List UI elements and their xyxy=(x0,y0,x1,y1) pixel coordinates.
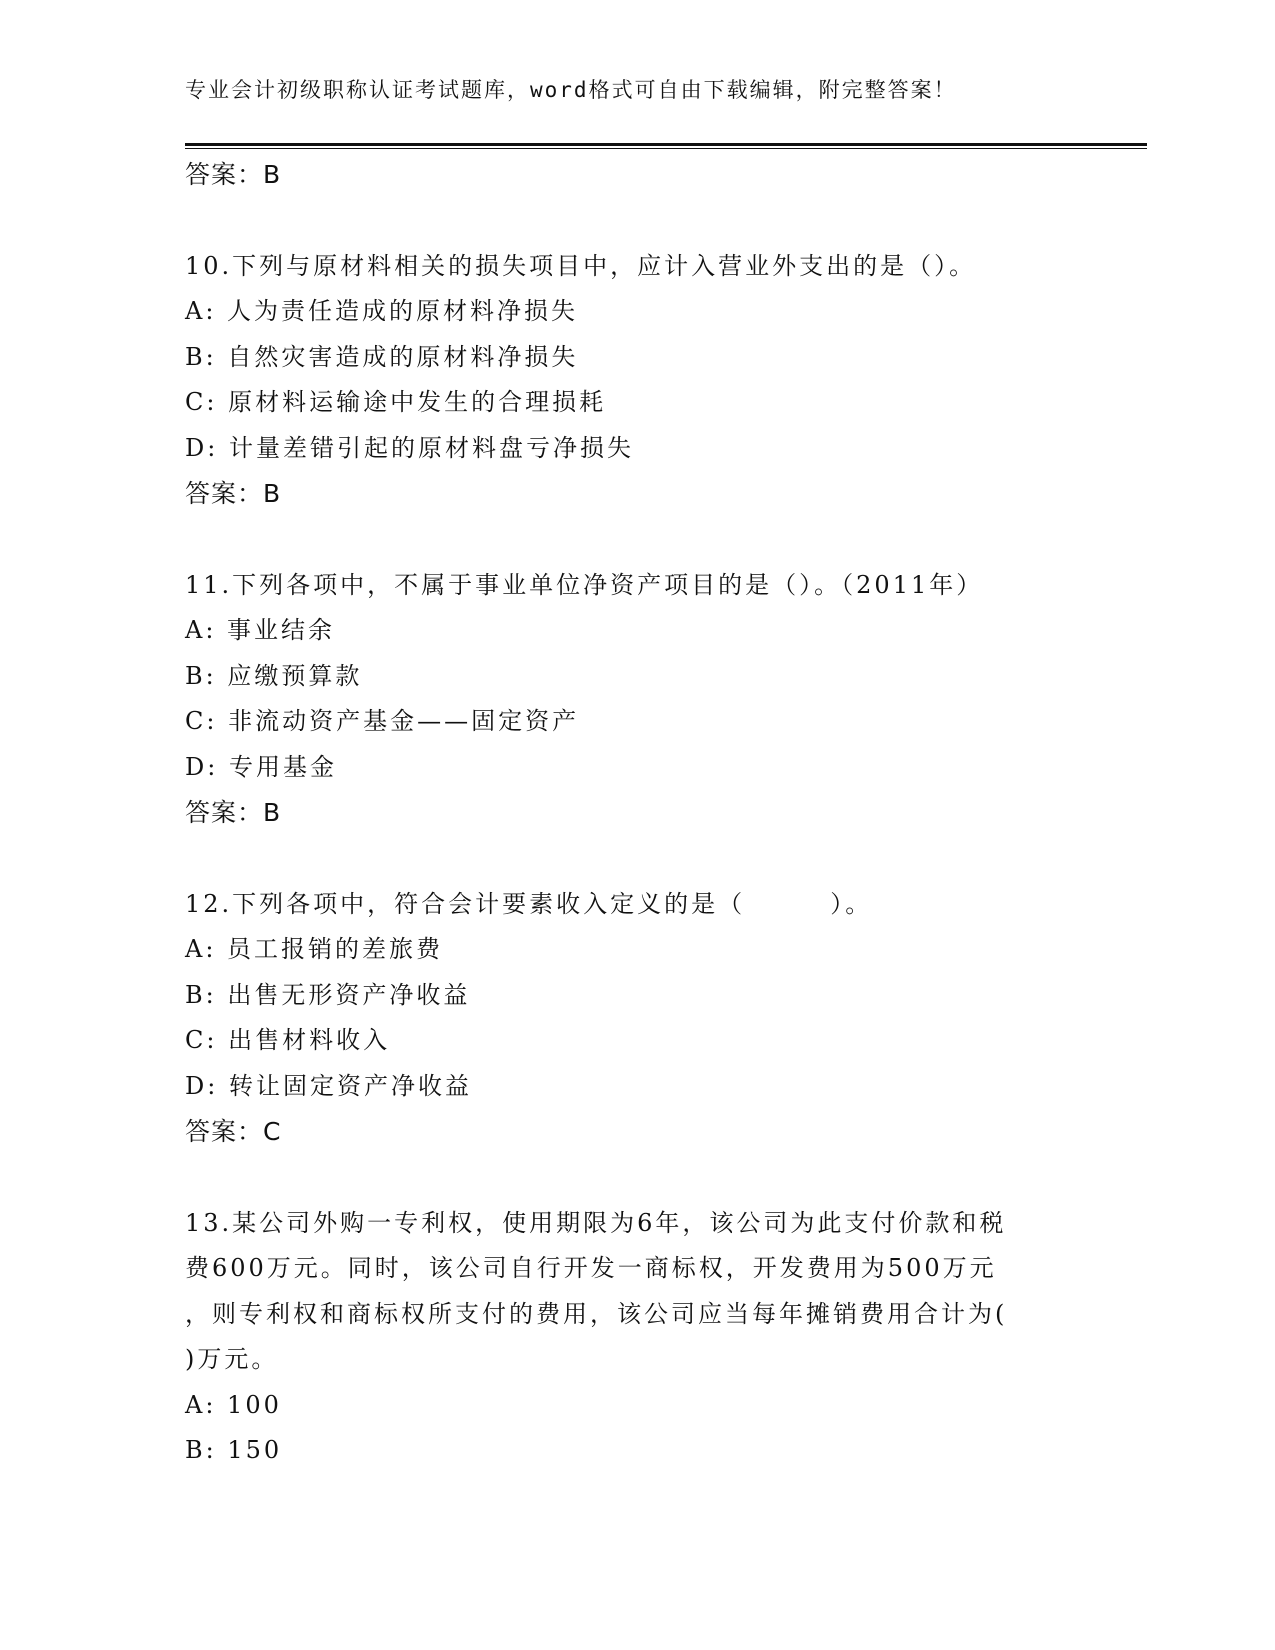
option-d: D: 专用基金 xyxy=(185,752,337,781)
option-b: B: 150 xyxy=(185,1436,283,1464)
question-stem-line: 费600万元。同时，该公司自行开发一商标权，开发费用为500万元 xyxy=(185,1254,997,1282)
option-c: C: 出售材料收入 xyxy=(185,1026,391,1054)
question-13 xyxy=(185,1201,1085,1474)
spacer xyxy=(185,836,1085,882)
question-stem: 10.下列与原材料相关的损失项目中，应计入营业外支出的是（）。 xyxy=(185,251,977,280)
option-a: A: 事业结余 xyxy=(185,616,336,644)
question-12 xyxy=(185,882,1085,1155)
question-stem: 11.下列各项中，不属于事业单位净资产项目的是（）。（2011年） xyxy=(185,570,984,599)
question-stem: 12.下列各项中，符合会计要素收入定义的是（ ）。 xyxy=(185,889,873,918)
question-stem-line: )万元。 xyxy=(185,1345,279,1373)
question-11 xyxy=(185,563,1085,836)
option-b: B: 自然灾害造成的原材料净损失 xyxy=(185,342,579,371)
answer-line: 答案：B xyxy=(185,479,282,508)
answer-line: 答案：B xyxy=(185,798,282,827)
option-a: A: 人为责任造成的原材料净损失 xyxy=(185,297,579,325)
spacer xyxy=(185,517,1085,563)
option-d: D: 转让固定资产净收益 xyxy=(185,1071,472,1100)
option-b: B: 应缴预算款 xyxy=(185,661,363,690)
spacer xyxy=(185,1155,1085,1201)
question-stem-line: 13.某公司外购一专利权，使用期限为6年，该公司为此支付价款和税 xyxy=(185,1208,1007,1237)
option-b: B: 出售无形资产净收益 xyxy=(185,980,471,1009)
question-stem-line: ，则专利权和商标权所支付的费用，该公司应当每年摊销费用合计为( xyxy=(185,1299,1008,1328)
spacer xyxy=(185,198,1085,244)
answer-line: 答案：B xyxy=(185,160,282,189)
option-d: D: 计量差错引起的原材料盘亏净损失 xyxy=(185,433,634,462)
question-list xyxy=(185,152,1085,1474)
option-a: A: 100 xyxy=(185,1390,282,1419)
question-10 xyxy=(185,244,1085,517)
option-a: A: 员工报销的差旅费 xyxy=(185,935,444,963)
option-c: C: 非流动资产基金——固定资产 xyxy=(185,707,580,735)
option-c: C: 原材料运输途中发生的合理损耗 xyxy=(185,388,607,416)
answer-line: 答案：C xyxy=(185,1117,282,1146)
page-header: 专业会计初级职称认证考试题库，word格式可自由下载编辑，附完整答案！ xyxy=(185,78,957,102)
header-divider xyxy=(185,143,1147,149)
